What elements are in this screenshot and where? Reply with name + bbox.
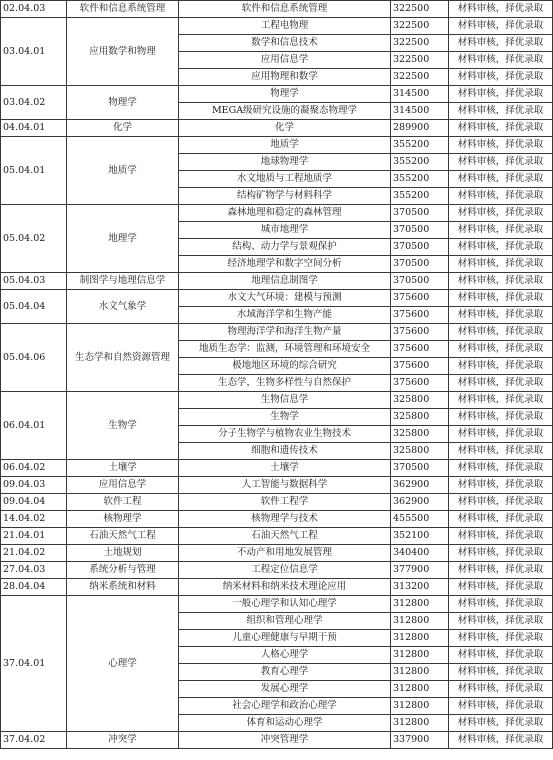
specialization-number-cell: 375600 xyxy=(391,290,449,307)
admission-method-cell: 材料审核，择优录取 xyxy=(449,324,553,341)
specialization-cell: 森林地理和稳定的森林管理 xyxy=(179,205,391,222)
admission-method-cell: 材料审核，择优录取 xyxy=(449,375,553,392)
direction-name-cell: 冲突学 xyxy=(67,732,179,749)
specialization-cell: 极地地区环境的综合研究 xyxy=(179,358,391,375)
admission-method-cell: 材料审核，择优录取 xyxy=(449,256,553,273)
direction-name-cell: 应用信息学 xyxy=(67,477,179,494)
direction-name-cell: 制图学与地理信息学 xyxy=(67,273,179,290)
specialization-cell: 社会心理学和政治心理学 xyxy=(179,698,391,715)
specialization-number-cell: 325800 xyxy=(391,409,449,426)
direction-code-cell: 05.04.01 xyxy=(1,137,67,205)
admission-method-cell: 材料审核，择优录取 xyxy=(449,137,553,154)
direction-code-cell: 27.04.03 xyxy=(1,562,67,579)
admission-method-cell: 材料审核，择优录取 xyxy=(449,205,553,222)
direction-code-cell: 05.04.03 xyxy=(1,273,67,290)
table-row xyxy=(1,1,553,18)
admission-method-cell: 材料审核，择优录取 xyxy=(449,681,553,698)
direction-code-cell: 04.04.01 xyxy=(1,120,67,137)
direction-name-cell: 纳米系统和材料 xyxy=(67,579,179,596)
specialization-cell: 发展心理学 xyxy=(179,681,391,698)
direction-code-cell: 09.04.04 xyxy=(1,494,67,511)
direction-name-cell: 生物学 xyxy=(67,392,179,460)
table-row xyxy=(1,324,553,341)
specialization-number-cell: 355200 xyxy=(391,171,449,188)
admission-method-cell: 材料审核，择优录取 xyxy=(449,477,553,494)
specialization-number-cell: 322500 xyxy=(391,18,449,35)
specialization-cell: 城市地理学 xyxy=(179,222,391,239)
specialization-cell: 经济地理学和数字空间分析 xyxy=(179,256,391,273)
table-row xyxy=(1,732,553,749)
specialization-cell: 工程定位信息学 xyxy=(179,562,391,579)
specialization-cell: 分子生物学与植物农业生物技术 xyxy=(179,426,391,443)
direction-code-cell: 05.04.02 xyxy=(1,205,67,273)
admission-method-cell: 材料审核，择优录取 xyxy=(449,664,553,681)
specialization-number-cell: 362900 xyxy=(391,477,449,494)
specialization-cell: 水域海洋学和生物产能 xyxy=(179,307,391,324)
specialization-cell: 化学 xyxy=(179,120,391,137)
table-row xyxy=(1,86,553,103)
specialization-cell: 石油天然气工程 xyxy=(179,528,391,545)
specialization-number-cell: 377900 xyxy=(391,562,449,579)
admission-method-cell: 材料审核，择优录取 xyxy=(449,222,553,239)
table-row xyxy=(1,392,553,409)
specialization-number-cell: 314500 xyxy=(391,86,449,103)
direction-name-cell: 核物理学 xyxy=(67,511,179,528)
admission-method-cell: 材料审核，择优录取 xyxy=(449,120,553,137)
specialization-cell: 体育和运动心理学 xyxy=(179,715,391,732)
table-row xyxy=(1,494,553,511)
specialization-cell: 物理学 xyxy=(179,86,391,103)
specialization-cell: 人格心理学 xyxy=(179,647,391,664)
admission-method-cell: 材料审核，择优录取 xyxy=(449,596,553,613)
admission-method-cell: 材料审核，择优录取 xyxy=(449,171,553,188)
direction-code-cell: 37.04.02 xyxy=(1,732,67,749)
specialization-cell: 生物信息学 xyxy=(179,392,391,409)
table-row xyxy=(1,18,553,35)
specialization-number-cell: 370500 xyxy=(391,205,449,222)
admission-method-cell: 材料审核，择优录取 xyxy=(449,579,553,596)
table-row xyxy=(1,511,553,528)
specialization-number-cell: 375600 xyxy=(391,358,449,375)
admission-method-cell: 材料审核，择优录取 xyxy=(449,715,553,732)
specialization-number-cell: 370500 xyxy=(391,239,449,256)
specialization-cell: 地质生态学：监测，环境管理和环境安全 xyxy=(179,341,391,358)
admission-method-cell: 材料审核，择优录取 xyxy=(449,562,553,579)
direction-name-cell: 应用数学和物理 xyxy=(67,18,179,86)
specialization-number-cell: 355200 xyxy=(391,188,449,205)
table-row xyxy=(1,290,553,307)
table-row xyxy=(1,205,553,222)
specialization-number-cell: 375600 xyxy=(391,375,449,392)
specialization-number-cell: 362900 xyxy=(391,494,449,511)
specialization-cell: 儿童心理健康与早期干预 xyxy=(179,630,391,647)
direction-name-cell: 地理学 xyxy=(67,205,179,273)
specialization-number-cell: 313200 xyxy=(391,579,449,596)
admission-method-cell: 材料审核，择优录取 xyxy=(449,35,553,52)
specialization-cell: 应用物理和数学 xyxy=(179,69,391,86)
admission-method-cell: 材料审核，择优录取 xyxy=(449,1,553,18)
specialization-number-cell: 312800 xyxy=(391,681,449,698)
admission-method-cell: 材料审核，择优录取 xyxy=(449,358,553,375)
direction-code-cell: 03.04.01 xyxy=(1,18,67,86)
specialization-cell: 软件工程学 xyxy=(179,494,391,511)
specialization-cell: MEGA级研究设施的凝聚态物理学 xyxy=(179,103,391,120)
direction-code-cell: 03.04.02 xyxy=(1,86,67,120)
specialization-number-cell: 322500 xyxy=(391,1,449,18)
specialization-cell: 地质学 xyxy=(179,137,391,154)
admission-method-cell: 材料审核，择优录取 xyxy=(449,290,553,307)
admission-method-cell: 材料审核，择优录取 xyxy=(449,409,553,426)
admission-method-cell: 材料审核，择优录取 xyxy=(449,239,553,256)
specialization-cell: 工程电物理 xyxy=(179,18,391,35)
direction-name-cell: 软件和信息系统管理 xyxy=(67,1,179,18)
admission-method-cell: 材料审核，择优录取 xyxy=(449,18,553,35)
specialization-number-cell: 312800 xyxy=(391,613,449,630)
specialization-number-cell: 325800 xyxy=(391,392,449,409)
table-row xyxy=(1,545,553,562)
direction-code-cell: 02.04.03 xyxy=(1,1,67,18)
table-row xyxy=(1,460,553,477)
table-row xyxy=(1,120,553,137)
table-row xyxy=(1,579,553,596)
program-table-body xyxy=(1,1,553,749)
specialization-number-cell: 370500 xyxy=(391,222,449,239)
specialization-number-cell: 375600 xyxy=(391,341,449,358)
specialization-number-cell: 370500 xyxy=(391,256,449,273)
specialization-cell: 结构矿物学与材料科学 xyxy=(179,188,391,205)
specialization-number-cell: 375600 xyxy=(391,324,449,341)
direction-name-cell: 土壤学 xyxy=(67,460,179,477)
admission-method-cell: 材料审核，择优录取 xyxy=(449,443,553,460)
admission-method-cell: 材料审核，择优录取 xyxy=(449,613,553,630)
direction-code-cell: 21.04.02 xyxy=(1,545,67,562)
specialization-cell: 生态学，生物多样性与自然保护 xyxy=(179,375,391,392)
specialization-number-cell: 340400 xyxy=(391,545,449,562)
direction-code-cell: 28.04.04 xyxy=(1,579,67,596)
direction-name-cell: 系统分析与管理 xyxy=(67,562,179,579)
specialization-number-cell: 322500 xyxy=(391,69,449,86)
specialization-number-cell: 337900 xyxy=(391,732,449,749)
specialization-cell: 组织和管理心理学 xyxy=(179,613,391,630)
direction-code-cell: 06.04.01 xyxy=(1,392,67,460)
table-row xyxy=(1,596,553,613)
direction-name-cell: 物理学 xyxy=(67,86,179,120)
admission-method-cell: 材料审核，择优录取 xyxy=(449,188,553,205)
direction-code-cell: 05.04.06 xyxy=(1,324,67,392)
specialization-number-cell: 352100 xyxy=(391,528,449,545)
admission-method-cell: 材料审核，择优录取 xyxy=(449,52,553,69)
specialization-number-cell: 355200 xyxy=(391,137,449,154)
direction-code-cell: 37.04.01 xyxy=(1,596,67,732)
table-row xyxy=(1,562,553,579)
specialization-cell: 地理信息制图学 xyxy=(179,273,391,290)
specialization-cell: 冲突管理学 xyxy=(179,732,391,749)
admission-method-cell: 材料审核，择优录取 xyxy=(449,341,553,358)
direction-code-cell: 06.04.02 xyxy=(1,460,67,477)
specialization-number-cell: 312800 xyxy=(391,630,449,647)
table-row xyxy=(1,528,553,545)
admission-method-cell: 材料审核，择优录取 xyxy=(449,511,553,528)
admission-method-cell: 材料审核，择优录取 xyxy=(449,307,553,324)
specialization-number-cell: 314500 xyxy=(391,103,449,120)
specialization-number-cell: 312800 xyxy=(391,715,449,732)
specialization-number-cell: 289900 xyxy=(391,120,449,137)
specialization-number-cell: 355200 xyxy=(391,154,449,171)
direction-name-cell: 软件工程 xyxy=(67,494,179,511)
table-row xyxy=(1,477,553,494)
specialization-number-cell: 370500 xyxy=(391,273,449,290)
admission-method-cell: 材料审核，择优录取 xyxy=(449,69,553,86)
specialization-number-cell: 325800 xyxy=(391,443,449,460)
specialization-number-cell: 312800 xyxy=(391,698,449,715)
admission-method-cell: 材料审核，择优录取 xyxy=(449,698,553,715)
admission-method-cell: 材料审核，择优录取 xyxy=(449,103,553,120)
specialization-cell: 地球物理学 xyxy=(179,154,391,171)
admission-method-cell: 材料审核，择优录取 xyxy=(449,154,553,171)
direction-name-cell: 化学 xyxy=(67,120,179,137)
specialization-cell: 人工智能与数据科学 xyxy=(179,477,391,494)
specialization-cell: 物理海洋学和海洋生物产量 xyxy=(179,324,391,341)
specialization-cell: 教育心理学 xyxy=(179,664,391,681)
admission-method-cell: 材料审核，择优录取 xyxy=(449,647,553,664)
specialization-cell: 一般心理学和认知心理学 xyxy=(179,596,391,613)
admission-method-cell: 材料审核，择优录取 xyxy=(449,545,553,562)
direction-code-cell: 21.04.01 xyxy=(1,528,67,545)
specialization-cell: 不动产和用地发展管理 xyxy=(179,545,391,562)
direction-name-cell: 地质学 xyxy=(67,137,179,205)
direction-code-cell: 05.04.04 xyxy=(1,290,67,324)
direction-name-cell: 心理学 xyxy=(67,596,179,732)
admission-method-cell: 材料审核，择优录取 xyxy=(449,528,553,545)
specialization-number-cell: 375600 xyxy=(391,307,449,324)
direction-name-cell: 水文气象学 xyxy=(67,290,179,324)
admission-method-cell: 材料审核，择优录取 xyxy=(449,732,553,749)
specialization-cell: 水文大气环境：建模与预测 xyxy=(179,290,391,307)
specialization-cell: 细胞和遗传技术 xyxy=(179,443,391,460)
specialization-cell: 应用信息学 xyxy=(179,52,391,69)
specialization-number-cell: 312800 xyxy=(391,664,449,681)
specialization-cell: 生物学 xyxy=(179,409,391,426)
specialization-number-cell: 455500 xyxy=(391,511,449,528)
direction-name-cell: 土地规划 xyxy=(67,545,179,562)
admission-method-cell: 材料审核，择优录取 xyxy=(449,494,553,511)
specialization-cell: 核物理学与技术 xyxy=(179,511,391,528)
admission-method-cell: 材料审核，择优录取 xyxy=(449,392,553,409)
specialization-cell: 软件和信息系统管理 xyxy=(179,1,391,18)
table-row xyxy=(1,273,553,290)
specialization-cell: 土壤学 xyxy=(179,460,391,477)
direction-name-cell: 石油天然气工程 xyxy=(67,528,179,545)
direction-code-cell: 09.04.03 xyxy=(1,477,67,494)
specialization-number-cell: 312800 xyxy=(391,596,449,613)
specialization-number-cell: 325800 xyxy=(391,426,449,443)
table-row xyxy=(1,137,553,154)
admission-method-cell: 材料审核，择优录取 xyxy=(449,273,553,290)
specialization-cell: 结构、动力学与景观保护 xyxy=(179,239,391,256)
specialization-cell: 纳米材料和纳米技术理论应用 xyxy=(179,579,391,596)
direction-code-cell: 14.04.02 xyxy=(1,511,67,528)
specialization-cell: 水文地质与工程地质学 xyxy=(179,171,391,188)
specialization-cell: 数学和信息技术 xyxy=(179,35,391,52)
admission-method-cell: 材料审核，择优录取 xyxy=(449,460,553,477)
admission-method-cell: 材料审核，择优录取 xyxy=(449,426,553,443)
specialization-number-cell: 312800 xyxy=(391,647,449,664)
admission-method-cell: 材料审核，择优录取 xyxy=(449,630,553,647)
specialization-number-cell: 322500 xyxy=(391,52,449,69)
direction-name-cell: 生态学和自然资源管理 xyxy=(67,324,179,392)
specialization-number-cell: 322500 xyxy=(391,35,449,52)
specialization-number-cell: 370500 xyxy=(391,460,449,477)
admission-method-cell: 材料审核，择优录取 xyxy=(449,86,553,103)
